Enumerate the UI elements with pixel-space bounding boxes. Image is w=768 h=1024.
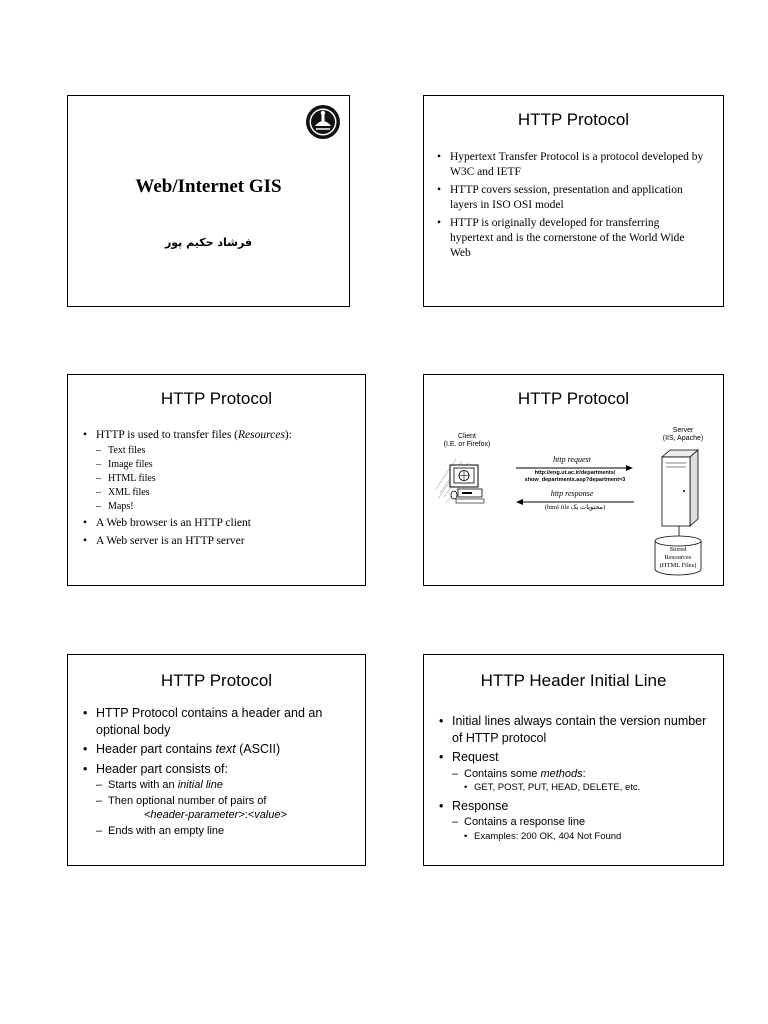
request-url xyxy=(516,470,634,484)
client-label xyxy=(432,433,502,450)
text-run: (ASCII) xyxy=(235,742,281,756)
sub-item xyxy=(452,767,709,795)
list-item xyxy=(82,741,351,758)
emphasis-text: initial line xyxy=(177,779,223,791)
emphasis-text: <value> xyxy=(247,809,287,822)
server-tower-icon xyxy=(660,449,700,529)
db-line: Stored xyxy=(669,546,687,553)
list-item: • HTTP covers session, presentation and application layers in ISO OSI model xyxy=(436,183,705,213)
sub-list xyxy=(452,767,709,795)
bullet-list xyxy=(82,428,351,552)
database-label xyxy=(653,546,703,569)
emphasis-text: Resources xyxy=(238,429,285,441)
text-run: Starts with an xyxy=(108,779,178,791)
slide-heading: HTTP Header Initial Line xyxy=(480,671,667,690)
text-run: Contains some xyxy=(464,767,541,780)
sub-list xyxy=(452,815,709,843)
slide-http-diagram xyxy=(423,374,724,586)
sub-item: – Image files xyxy=(96,458,351,471)
slide-http-protocol-intro xyxy=(423,95,724,307)
list-item xyxy=(438,798,709,844)
list-item: • Hypertext Transfer Protocol is a protocol developed by W3C and IETF xyxy=(436,150,705,180)
sub-item: – Ends with an empty line xyxy=(96,824,351,839)
sub-item: – XML files xyxy=(96,486,351,499)
client-subtitle: (I.E. or Firefox) xyxy=(443,441,491,449)
emphasis-text: <header-parameter> xyxy=(144,809,245,822)
sub-item: – Text files xyxy=(96,444,351,457)
sub-item: – HTML files xyxy=(96,472,351,485)
request-label: http request xyxy=(553,455,591,464)
server-label xyxy=(648,427,718,444)
bullet-list xyxy=(436,150,705,264)
list-item: • A Web server is an HTTP server xyxy=(82,534,351,549)
client-title: Client xyxy=(458,433,476,440)
text-run: HTTP is used to transfer files ( xyxy=(96,429,239,441)
slide-title xyxy=(67,95,350,307)
slide-http-initial-line xyxy=(423,654,724,866)
client-computer-icon xyxy=(436,459,494,505)
sub-item xyxy=(96,778,351,793)
sub-sub-list xyxy=(464,831,709,844)
text-run: : xyxy=(582,767,586,780)
emphasis-text: methods xyxy=(540,767,583,780)
bullet-list xyxy=(438,713,709,846)
text-run: Header part contains xyxy=(96,742,216,756)
header-pair-syntax xyxy=(108,808,351,823)
slide-http-resources xyxy=(67,374,366,586)
text-run: Request xyxy=(452,750,499,764)
slide-heading: HTTP Protocol xyxy=(160,389,273,408)
list-item: • HTTP Protocol contains a header and an optional body xyxy=(82,705,351,738)
emphasis-text: text xyxy=(215,742,236,756)
sub-list xyxy=(96,778,351,838)
sub-sub-list xyxy=(464,782,709,795)
bullet-list xyxy=(82,705,351,841)
slide-heading: HTTP Protocol xyxy=(160,671,273,690)
slide-heading: HTTP Protocol xyxy=(517,389,630,408)
sub-item xyxy=(452,815,709,843)
db-line: Resources xyxy=(664,553,692,561)
list-item xyxy=(438,749,709,795)
sub-sub-item: • GET, POST, PUT, HEAD, DELETE, etc. xyxy=(464,782,709,795)
text-run: ): xyxy=(284,429,292,441)
text-run: Header part consists of: xyxy=(96,761,229,776)
url-line: http://eng.ut.ac.ir/departments/ xyxy=(534,470,616,476)
text-run: Response xyxy=(452,798,509,813)
university-seal-icon xyxy=(305,104,341,140)
presentation-title: Web/Internet GIS xyxy=(135,176,282,197)
text-run: Then optional number of pairs of xyxy=(108,794,267,807)
list-item: • HTTP is originally developed for transferring hypertext and is the cornerstone of the World Wide Web xyxy=(436,216,705,261)
slide-http-message-structure xyxy=(67,654,366,866)
author-name: فرشاد حکیم پور xyxy=(164,236,253,249)
sub-item xyxy=(96,794,351,823)
slide-heading: HTTP Protocol xyxy=(517,110,630,129)
list-item xyxy=(82,428,351,513)
list-item: • A Web browser is an HTTP client xyxy=(82,516,351,531)
url-line: show_departments.asp?department=3 xyxy=(524,476,626,483)
sub-item: – Maps! xyxy=(96,500,351,513)
server-title: Server xyxy=(672,427,694,434)
sub-sub-item: • Examples: 200 OK, 404 Not Found xyxy=(464,831,709,844)
text-run: : xyxy=(244,809,248,822)
sub-list xyxy=(96,444,351,513)
list-item xyxy=(82,761,351,839)
list-item: • Initial lines always contain the version number of HTTP protocol xyxy=(438,713,709,746)
server-subtitle: (IIS, Apache) xyxy=(662,435,704,443)
response-content: (محتویات یک html file) xyxy=(544,504,606,511)
text-run: Contains a response line xyxy=(464,816,586,829)
response-label: http response xyxy=(550,489,594,498)
db-line: (HTML Files) xyxy=(659,561,697,569)
